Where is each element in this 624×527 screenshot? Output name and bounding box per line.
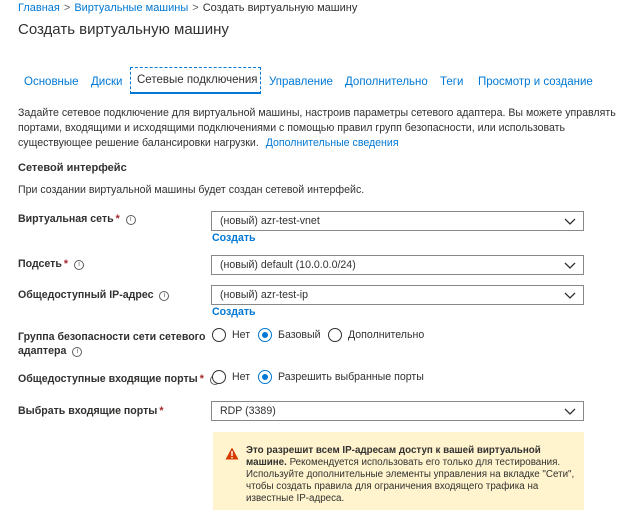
warning-icon — [225, 447, 239, 460]
info-icon[interactable]: i — [72, 347, 82, 357]
vnet-create-link[interactable]: Создать — [212, 232, 256, 244]
required-marker: * — [199, 373, 204, 385]
select-ports-value: RDP (3389) — [220, 405, 276, 417]
info-icon[interactable]: i — [126, 215, 136, 225]
chevron-down-icon — [564, 289, 576, 301]
breadcrumb-home[interactable]: Главная — [18, 2, 60, 14]
radio-selected-icon — [258, 328, 272, 342]
public-ip-select[interactable] — [211, 285, 584, 305]
warning-bold-text: Это разрешит всем IP-адресам доступ к вашей виртуальной машине. — [246, 445, 541, 468]
required-marker: * — [63, 258, 68, 270]
breadcrumb-separator-icon: > — [63, 2, 71, 14]
radio-icon — [328, 328, 342, 342]
tab-tags[interactable]: Теги — [440, 76, 464, 88]
public-ip-value: (новый) azr-test-ip — [220, 289, 308, 301]
tab-advanced[interactable]: Дополнительно — [345, 76, 428, 88]
breadcrumb-current: Создать виртуальную машину — [202, 2, 358, 14]
warning-detail-text: Рекомендуется использовать его только для тестирования. Используйте дополнительные элементы управления на вкладке "Сети", чтобы создать правила для ограничения входящего трафика на известные IP-адреса. — [246, 457, 575, 504]
intro-text — [18, 106, 618, 151]
page-title: Создать виртуальную машину — [18, 21, 229, 38]
warning-text — [246, 445, 578, 505]
breadcrumb-vms[interactable]: Виртуальные машины — [74, 2, 189, 14]
vnet-value: (новый) azr-test-vnet — [220, 215, 320, 227]
tab-disks[interactable]: Диски — [91, 76, 123, 88]
tab-review-create[interactable]: Просмотр и создание — [478, 76, 593, 88]
inbound-ports-label: Общедоступные входящие порты * — [18, 372, 220, 386]
chevron-down-icon — [564, 259, 576, 271]
tab-management[interactable]: Управление — [269, 76, 333, 88]
select-ports-label: Выбрать входящие порты * — [18, 405, 164, 417]
tab-basics[interactable]: Основные — [24, 76, 79, 88]
public-ip-create-link[interactable]: Создать — [212, 306, 256, 318]
warning-box — [213, 432, 584, 510]
public-ip-label: Общедоступный IP-адрес i — [18, 288, 169, 302]
radio-icon — [212, 370, 226, 384]
info-icon[interactable]: i — [74, 260, 84, 270]
select-ports-dropdown[interactable] — [211, 401, 584, 421]
chevron-down-icon — [564, 215, 576, 227]
breadcrumb — [18, 2, 357, 14]
chevron-down-icon — [564, 405, 576, 417]
nsg-radio-group: Нет Базовый Дополнительно — [212, 328, 472, 344]
radio-icon — [212, 328, 226, 342]
breadcrumb-separator-icon: > — [192, 2, 199, 14]
learn-more-link[interactable]: Дополнительные сведения — [265, 137, 399, 149]
tab-bar — [18, 70, 618, 96]
nsg-label: Группа безопасности сети сетевого адаптера i — [18, 331, 206, 357]
required-marker: * — [159, 405, 164, 417]
vnet-label: Виртуальная сеть * i — [18, 212, 136, 226]
required-marker: * — [115, 213, 120, 225]
vnet-select[interactable] — [211, 211, 584, 231]
subnet-label: Подсеть * i — [18, 257, 84, 271]
radio-selected-icon — [258, 370, 272, 384]
section-title-nic: Сетевой интерфейс — [18, 162, 127, 174]
subnet-select[interactable] — [211, 255, 584, 275]
info-icon[interactable]: i — [159, 291, 169, 301]
subnet-value: (новый) default (10.0.0.0/24) — [220, 259, 356, 271]
intro-description: Задайте сетевое подключение для виртуальной машины, настроив параметры сетевого адаптера. Вы можете управлять портами, входящими и исходящими подключениями с помощью правил групп безопасности, или использовать существующее решение балансировки нагрузки. — [18, 107, 616, 149]
tab-networking[interactable]: Сетевые подключения — [130, 67, 261, 94]
inbound-ports-radio-group: Нет Разрешить выбранные порты — [212, 370, 472, 386]
section-description-nic: При создании виртуальной машины будет создан сетевой интерфейс. — [18, 184, 365, 196]
